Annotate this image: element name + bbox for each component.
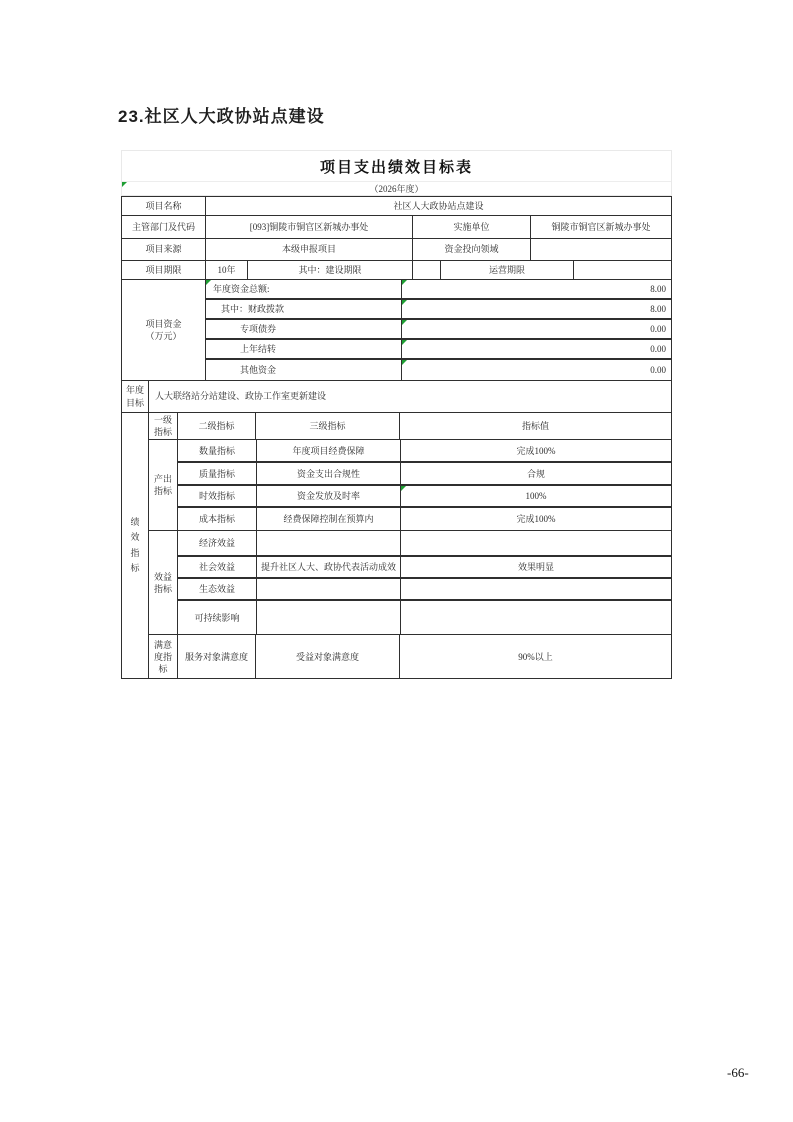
project-period-value: 10年	[205, 261, 247, 279]
indicator-row	[178, 601, 671, 634]
operation-period-label: 运营期限	[440, 261, 573, 279]
indicator-value: 90%以上	[399, 635, 671, 678]
investment-field-label: 资金投向领域	[412, 239, 530, 260]
output-indicator-group	[149, 440, 671, 531]
indicator-level3: 经费保障控制在预算内	[256, 508, 400, 530]
implementing-unit-value: 铜陵市铜官区新城办事处	[530, 216, 671, 238]
benefit-group-label: 效益指标	[153, 571, 172, 594]
performance-table	[121, 150, 672, 679]
funding-row	[206, 360, 671, 380]
construction-period-label: 其中：建设期限	[247, 261, 412, 279]
funding-row	[206, 340, 671, 360]
header-level3: 三级指标	[255, 413, 399, 439]
indicator-value: 100%	[400, 486, 671, 506]
implementing-unit-label: 实施单位	[412, 216, 530, 238]
indicator-level2: 成本指标	[198, 514, 235, 525]
comment-flag-icon	[402, 340, 407, 345]
table-title-block	[121, 150, 672, 196]
header-level1: 一级指标	[153, 415, 172, 438]
funding-label-line1: 项目资金	[145, 318, 182, 329]
indicator-level2: 服务对象满意度	[177, 635, 255, 678]
output-group-rows	[177, 440, 671, 530]
comment-flag-icon	[206, 280, 211, 285]
investment-field-value	[530, 239, 671, 260]
performance-side-label-text: 绩效指标	[130, 517, 140, 573]
section-heading: 23.社区人大政协站点建设	[118, 107, 325, 126]
funding-other-value: 0.00	[401, 360, 671, 380]
funding-row	[206, 300, 671, 320]
indicator-header-row	[149, 413, 671, 440]
indicator-value	[400, 531, 671, 555]
indicator-level2: 时效指标	[198, 491, 235, 502]
indicator-level3	[256, 601, 400, 634]
page-number: -66-	[727, 1065, 749, 1080]
indicator-value: 完成100%	[400, 508, 671, 530]
table-subtitle: （2026年度）	[369, 184, 424, 194]
indicator-level2: 数量指标	[198, 445, 235, 456]
indicator-level2: 可持续影响	[194, 612, 240, 623]
performance-side-label	[122, 413, 148, 678]
funding-fiscal-value: 8.00	[401, 300, 671, 318]
indicator-value	[400, 601, 671, 634]
funding-bond-label: 专项债券	[240, 323, 277, 334]
indicator-row	[178, 557, 671, 579]
comment-flag-icon	[402, 300, 407, 305]
indicator-value	[400, 579, 671, 599]
indicator-value: 效果明显	[400, 557, 671, 577]
funding-carryover-value: 0.00	[401, 340, 671, 358]
indicator-level2: 质量指标	[198, 468, 235, 479]
indicator-level3: 受益对象满意度	[255, 635, 399, 678]
comment-flag-icon	[402, 360, 407, 365]
indicator-level2: 生态效益	[198, 584, 235, 595]
indicator-row	[178, 531, 671, 557]
project-period-label: 项目期限	[145, 264, 182, 275]
comment-flag-icon	[401, 486, 406, 491]
funding-bond-value: 0.00	[401, 320, 671, 338]
indicator-level3	[256, 579, 400, 599]
table-title: 项目支出绩效目标表	[319, 158, 473, 176]
indicator-level3: 资金发放及时率	[256, 486, 400, 506]
funding-row	[206, 280, 671, 300]
indicator-level3: 年度项目经费保障	[256, 440, 400, 461]
funding-total-value: 8.00	[401, 280, 671, 298]
construction-period-value	[412, 261, 440, 279]
project-source-label: 项目来源	[145, 244, 182, 255]
department-value: [093]铜陵市铜官区新城办事处	[205, 216, 412, 238]
header-value: 指标值	[399, 413, 671, 439]
funding-rows	[205, 280, 671, 380]
indicator-level3: 提升社区人大、政协代表活动成效	[256, 557, 400, 577]
header-level2: 二级指标	[177, 413, 255, 439]
row-performance-indicators	[122, 413, 671, 678]
output-group-label: 产出指标	[153, 474, 172, 497]
indicator-row	[178, 508, 671, 530]
indicator-value: 合规	[400, 463, 671, 484]
indicator-level2: 经济效益	[198, 538, 235, 549]
indicator-level2: 社会效益	[198, 562, 235, 573]
row-department	[122, 216, 671, 239]
indicator-value: 完成100%	[400, 440, 671, 461]
project-name-value: 社区人大政协站点建设	[205, 197, 671, 215]
annual-goal-value: 人大联络站分站建设、政协工作室更新建设	[148, 381, 671, 412]
comment-flag-icon	[122, 182, 127, 187]
table-rows	[122, 197, 671, 678]
operation-period-value	[573, 261, 671, 279]
comment-flag-icon	[402, 280, 407, 285]
funding-label	[122, 280, 205, 380]
indicator-level3	[256, 531, 400, 555]
table-subtitle-row	[122, 181, 671, 195]
indicator-row	[178, 440, 671, 463]
project-name-label: 项目名称	[145, 200, 182, 211]
indicator-row	[178, 486, 671, 508]
row-project-name	[122, 197, 671, 216]
funding-label-line2: （万元）	[145, 331, 182, 341]
row-project-source	[122, 239, 671, 261]
row-annual-goal	[122, 381, 671, 413]
project-source-value: 本级申报项目	[205, 239, 412, 260]
funding-row	[206, 320, 671, 340]
department-label: 主管部门及代码	[131, 221, 195, 232]
table-body	[121, 196, 672, 679]
funding-carryover-label: 上年结转	[240, 343, 277, 354]
indicator-row	[178, 579, 671, 601]
row-project-period	[122, 261, 671, 280]
comment-flag-icon	[402, 320, 407, 325]
indicator-row	[178, 463, 671, 486]
satisfaction-indicator-group	[149, 635, 671, 678]
funding-total-label: 年度资金总额:	[206, 280, 401, 298]
row-project-funding	[122, 280, 671, 381]
satisfaction-group-label: 满意度指标	[153, 639, 172, 674]
indicator-level3: 资金支出合规性	[256, 463, 400, 484]
funding-fiscal-label: 其中：财政拨款	[221, 303, 285, 314]
benefit-group-rows	[177, 531, 671, 634]
benefit-indicator-group	[149, 531, 671, 635]
indicator-rows	[148, 413, 671, 678]
funding-other-label: 其他资金	[240, 364, 277, 375]
annual-goal-label: 年度目标	[125, 385, 144, 408]
